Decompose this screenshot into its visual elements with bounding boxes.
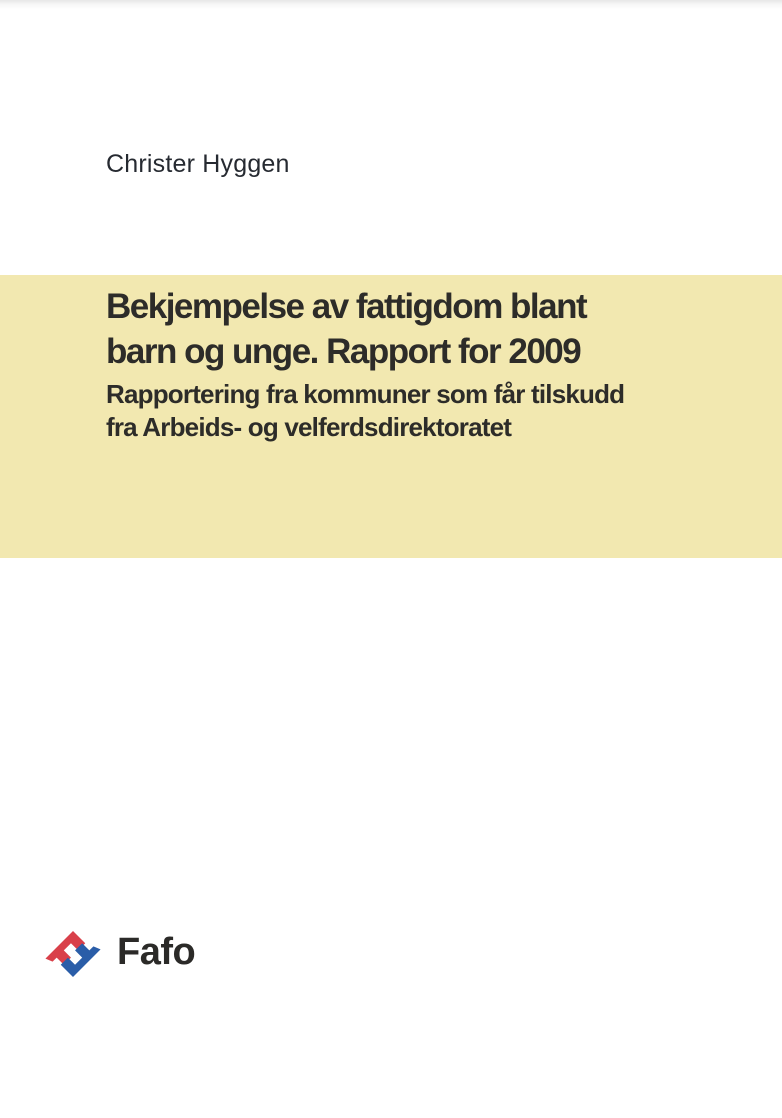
report-subtitle bbox=[106, 378, 742, 444]
fafo-logo bbox=[45, 930, 195, 978]
fafo-logo-wordmark: Fafo bbox=[117, 930, 196, 973]
report-subtitle-line-2: fra Arbeids- og velferdsdirektoratet bbox=[106, 412, 512, 442]
report-title-line-2: barn og unge. Rapport for 2009 bbox=[106, 332, 581, 371]
report-subtitle-line-1: Rapportering fra kommuner som får tilskudd bbox=[106, 379, 625, 409]
author-name: Christer Hyggen bbox=[106, 150, 290, 178]
report-title-line-1: Bekjempelse av fattigdom blant bbox=[106, 287, 587, 326]
fafo-logo-mark-icon bbox=[45, 930, 101, 978]
title-band bbox=[0, 275, 782, 558]
page-top-shadow bbox=[0, 0, 782, 9]
